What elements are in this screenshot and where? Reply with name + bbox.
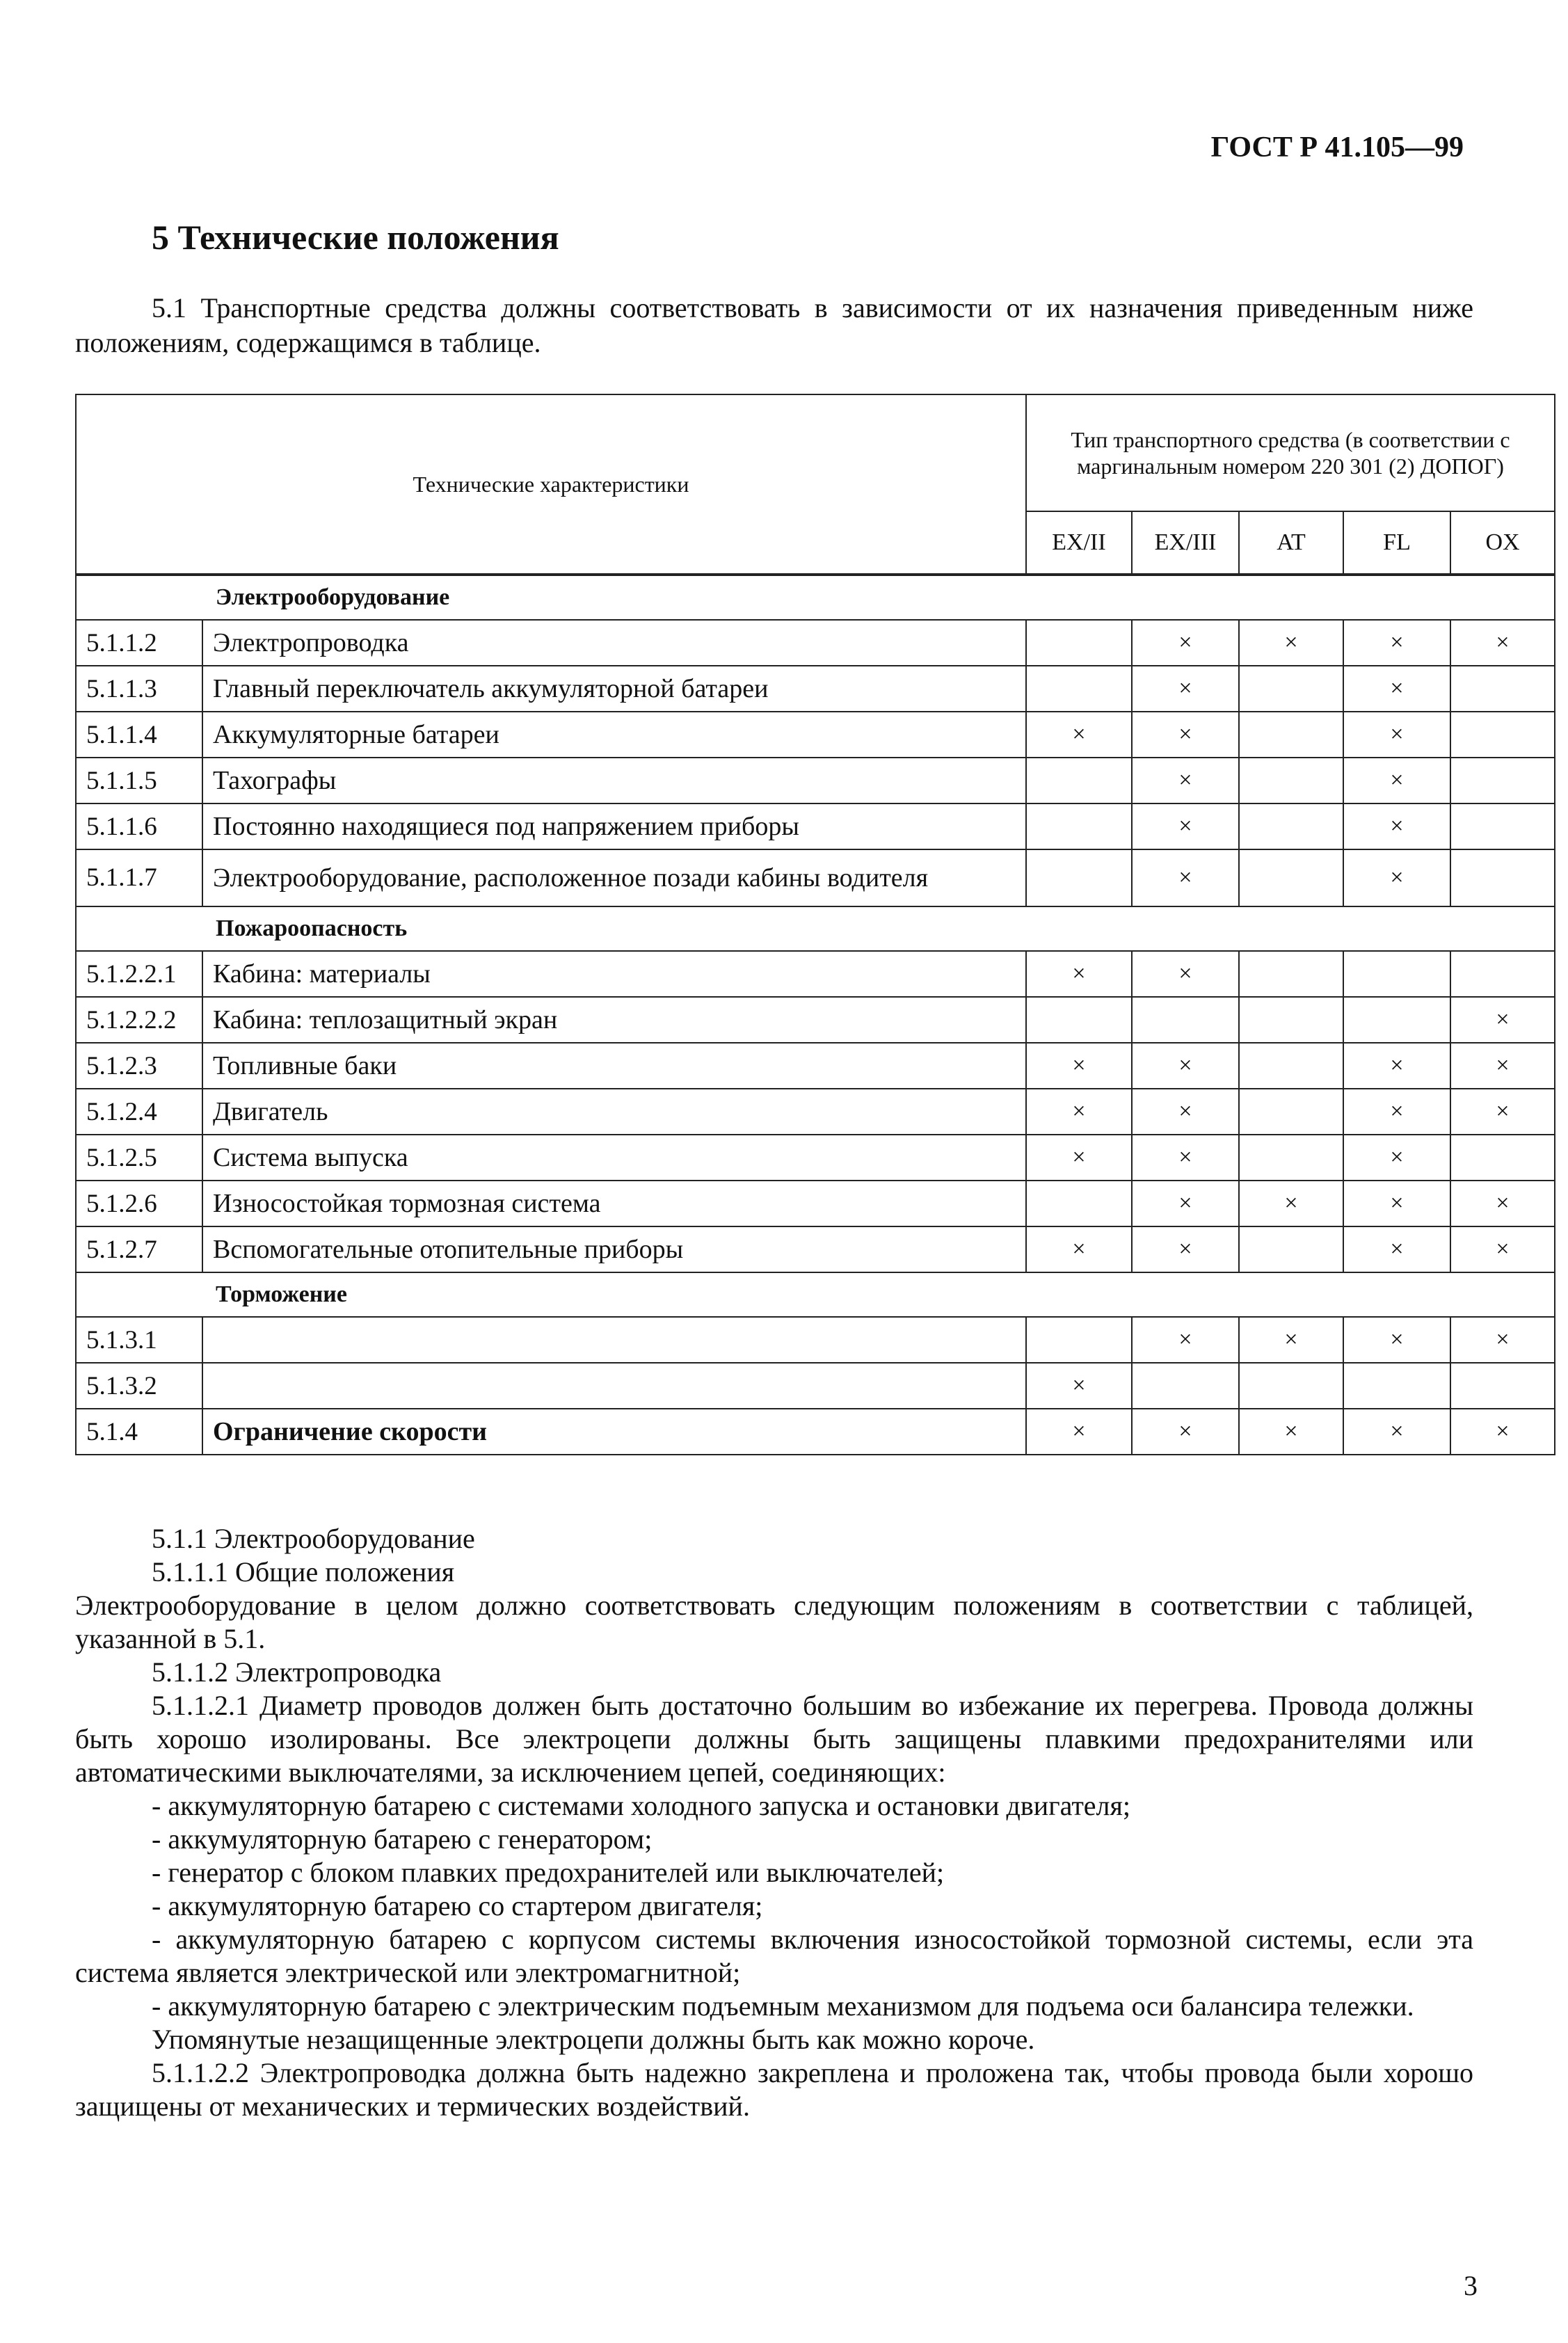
group-title: Торможение [76, 1272, 1555, 1317]
table-row [76, 1409, 1555, 1455]
group-row [76, 906, 1555, 951]
intro-paragraph [75, 291, 1473, 360]
applicability-cell: × [1343, 849, 1450, 906]
row-label: Аккумуляторные батареи [202, 712, 1026, 758]
applicability-cell: × [1450, 1226, 1555, 1272]
table-row [76, 951, 1555, 997]
row-label: Кабина: теплозащитный экран [202, 997, 1026, 1043]
row-number: 5.1.2.7 [76, 1226, 202, 1272]
applicability-cell: × [1132, 620, 1239, 666]
applicability-cell: × [1026, 1135, 1132, 1181]
list-item: - аккумуляторную батарею с корпусом системы включения износостойкой тормозной системы, если эта система является электрической или электромагнитной; [75, 1924, 1473, 1988]
applicability-cell [1450, 803, 1555, 849]
applicability-cell: × [1132, 1226, 1239, 1272]
applicability-cell: × [1343, 712, 1450, 758]
table-row [76, 849, 1555, 906]
applicability-cell [1026, 620, 1132, 666]
applicability-cell: × [1239, 1409, 1343, 1455]
table-row [76, 1317, 1555, 1363]
row-label: Кабина: материалы [202, 951, 1026, 997]
applicability-cell [1026, 803, 1132, 849]
row-number: 5.1.1.5 [76, 758, 202, 803]
table-row [76, 1226, 1555, 1272]
applicability-cell [1450, 1363, 1555, 1409]
applicability-cell: × [1026, 712, 1132, 758]
table-row [76, 620, 1555, 666]
applicability-cell: × [1450, 1089, 1555, 1135]
row-number: 5.1.2.6 [76, 1181, 202, 1226]
applicability-cell: × [1343, 666, 1450, 712]
list-item: - аккумуляторную батарею с системами холодного запуска и остановки двигателя; [152, 1790, 1131, 1821]
row-label: Тахографы [202, 758, 1026, 803]
row-number: 5.1.1.6 [76, 803, 202, 849]
table-row [76, 666, 1555, 712]
applicability-cell: × [1450, 1181, 1555, 1226]
table-row [76, 758, 1555, 803]
row-label: Постоянно находящиеся под напряжением приборы [202, 803, 1026, 849]
row-label: Двигатель [202, 1089, 1026, 1135]
column-header: AT [1239, 511, 1343, 575]
applicability-cell: × [1132, 1135, 1239, 1181]
applicability-cell [1239, 1226, 1343, 1272]
table-row [76, 712, 1555, 758]
applicability-cell: × [1132, 849, 1239, 906]
applicability-cell: × [1132, 951, 1239, 997]
applicability-cell: × [1343, 1226, 1450, 1272]
applicability-cell: × [1450, 997, 1555, 1043]
row-label: Топливные баки [202, 1043, 1026, 1089]
applicability-cell [1239, 803, 1343, 849]
applicability-cell: × [1343, 1317, 1450, 1363]
section-title: 5 Технические положения [152, 218, 559, 257]
group-row [76, 1272, 1555, 1317]
applicability-cell: × [1343, 1135, 1450, 1181]
applicability-cell [1450, 1135, 1555, 1181]
applicability-cell [1239, 849, 1343, 906]
group-title: Электрооборудование [76, 575, 1555, 620]
column-header: EX/II [1026, 511, 1132, 575]
applicability-cell: × [1132, 1089, 1239, 1135]
para-5-1-1-2: 5.1.1.2 Электропроводка [152, 1656, 442, 1688]
row-label: Главный переключатель аккумуляторной батареи [202, 666, 1026, 712]
applicability-cell: × [1450, 1043, 1555, 1089]
applicability-cell: × [1450, 620, 1555, 666]
applicability-cell: × [1343, 1409, 1450, 1455]
row-number: 5.1.2.2.2 [76, 997, 202, 1043]
applicability-cell: × [1026, 1226, 1132, 1272]
applicability-cell: × [1343, 1089, 1450, 1135]
row-number: 5.1.1.3 [76, 666, 202, 712]
applicability-cell [1343, 951, 1450, 997]
group-row [76, 575, 1555, 620]
list-item: - аккумуляторную батарею с генератором; [152, 1823, 653, 1855]
table-row [76, 1089, 1555, 1135]
applicability-cell: × [1026, 1089, 1132, 1135]
row-label [202, 1363, 1026, 1409]
applicability-cell: × [1239, 1317, 1343, 1363]
applicability-cell [1132, 1363, 1239, 1409]
table-row [76, 1043, 1555, 1089]
table-row [76, 1181, 1555, 1226]
row-number: 5.1.2.4 [76, 1089, 202, 1135]
applicability-cell [1239, 997, 1343, 1043]
row-number: 5.1.1.4 [76, 712, 202, 758]
table-row [76, 1363, 1555, 1409]
table-row [76, 1135, 1555, 1181]
applicability-cell: × [1343, 803, 1450, 849]
row-number: 5.1.3.2 [76, 1363, 202, 1409]
document-code: ГОСТ Р 41.105—99 [1210, 131, 1464, 163]
row-label [202, 1317, 1026, 1363]
row-label: Электропроводка [202, 620, 1026, 666]
list-item: - аккумуляторную батарею с электрическим подъемным механизмом для подъема оси балансира тележки. [152, 1990, 1414, 2022]
applicability-cell: × [1343, 1181, 1450, 1226]
applicability-cell [1239, 1089, 1343, 1135]
applicability-cell: × [1132, 1181, 1239, 1226]
row-label: Электрооборудование, расположенное позади кабины водителя [202, 849, 1026, 906]
applicability-cell: × [1343, 1043, 1450, 1089]
para-5-1-1: 5.1.1 Электрооборудование [152, 1523, 475, 1554]
para-5-1-1-1: 5.1.1.1 Общие положения [152, 1556, 455, 1588]
applicability-cell [1450, 758, 1555, 803]
applicability-cell [1239, 666, 1343, 712]
row-label: Вспомогательные отопительные приборы [202, 1226, 1026, 1272]
applicability-cell [1026, 1181, 1132, 1226]
applicability-cell: × [1132, 666, 1239, 712]
row-label: Система выпуска [202, 1135, 1026, 1181]
applicability-cell [1239, 951, 1343, 997]
applicability-cell: × [1132, 1409, 1239, 1455]
applicability-cell [1132, 997, 1239, 1043]
applicability-cell [1239, 1135, 1343, 1181]
table-row [76, 803, 1555, 849]
applicability-cell [1450, 712, 1555, 758]
row-number: 5.1.2.3 [76, 1043, 202, 1089]
applicability-cell: × [1132, 803, 1239, 849]
applicability-cell: × [1026, 951, 1132, 997]
row-number: 5.1.1.7 [76, 849, 202, 906]
applicability-cell [1239, 1043, 1343, 1089]
intro-text: 5.1 Транспортные средства должны соответствовать в зависимости от их назначения приведенным ниже положениям, содержащимся в таблице. [75, 292, 1473, 358]
applicability-cell: × [1239, 1181, 1343, 1226]
applicability-cell: × [1239, 620, 1343, 666]
applicability-cell [1343, 997, 1450, 1043]
list-item: - аккумуляторную батарею со стартером двигателя; [152, 1890, 763, 1921]
applicability-cell: × [1132, 1317, 1239, 1363]
applicability-cell [1343, 1363, 1450, 1409]
header-vehicle-type: Тип транспортного средства (в соответствии с маргинальным номером 220 301 (2) ДОПОГ) [1026, 394, 1555, 511]
applicability-cell: × [1132, 712, 1239, 758]
applicability-cell: × [1450, 1409, 1555, 1455]
list-item: - генератор с блоком плавких предохранителей или выключателей; [152, 1857, 945, 1888]
applicability-cell [1450, 666, 1555, 712]
group-title: Пожароопасность [76, 906, 1555, 951]
applicability-cell [1026, 997, 1132, 1043]
applicability-cell: × [1132, 1043, 1239, 1089]
applicability-cell: × [1450, 1317, 1555, 1363]
applicability-cell: × [1026, 1409, 1132, 1455]
para-unprotected: Упомянутые незащищенные электроцепи должны быть как можно короче. [152, 2024, 1035, 2055]
table-body [76, 575, 1555, 1455]
row-label: Износостойкая тормозная система [202, 1181, 1026, 1226]
para-5-1-1-2-2: 5.1.1.2.2 Электропроводка должна быть надежно закреплена и проложена так, чтобы провода были хорошо защищены от механических и термических воздействий. [75, 2057, 1473, 2122]
applicability-cell: × [1343, 620, 1450, 666]
applicability-cell [1026, 849, 1132, 906]
column-header: EX/III [1132, 511, 1239, 575]
header-characteristics: Технические характеристики [76, 394, 1026, 575]
applicability-cell: × [1132, 758, 1239, 803]
applicability-cell [1026, 666, 1132, 712]
applicability-cell [1239, 1363, 1343, 1409]
applicability-cell [1026, 1317, 1132, 1363]
column-header: FL [1343, 511, 1450, 575]
applicability-cell: × [1026, 1043, 1132, 1089]
row-label: Ограничение скорости [202, 1409, 1026, 1455]
row-number: 5.1.2.2.1 [76, 951, 202, 997]
requirements-table [75, 394, 1555, 1455]
applicability-cell: × [1026, 1363, 1132, 1409]
table-row [76, 997, 1555, 1043]
body-text [75, 1522, 1473, 2123]
applicability-cell [1239, 712, 1343, 758]
para-5-1-1-2-1: 5.1.1.2.1 Диаметр проводов должен быть достаточно большим во избежание их перегрева. Провода должны быть хорошо изолированы. Все электроцепи должны быть защищены плавкими предохранителями или автоматическими выключателями, за исключением цепей, соединяющих: [75, 1690, 1473, 1788]
para-general: Электрооборудование в целом должно соответствовать следующим положениям в соответствии с таблицей, указанной в 5.1. [75, 1590, 1473, 1654]
row-number: 5.1.2.5 [76, 1135, 202, 1181]
row-number: 5.1.3.1 [76, 1317, 202, 1363]
row-number: 5.1.4 [76, 1409, 202, 1455]
applicability-cell: × [1343, 758, 1450, 803]
column-header: OX [1450, 511, 1555, 575]
page-number: 3 [1464, 2270, 1478, 2301]
row-number: 5.1.1.2 [76, 620, 202, 666]
applicability-cell [1450, 849, 1555, 906]
applicability-cell [1026, 758, 1132, 803]
applicability-cell [1239, 758, 1343, 803]
applicability-cell [1450, 951, 1555, 997]
